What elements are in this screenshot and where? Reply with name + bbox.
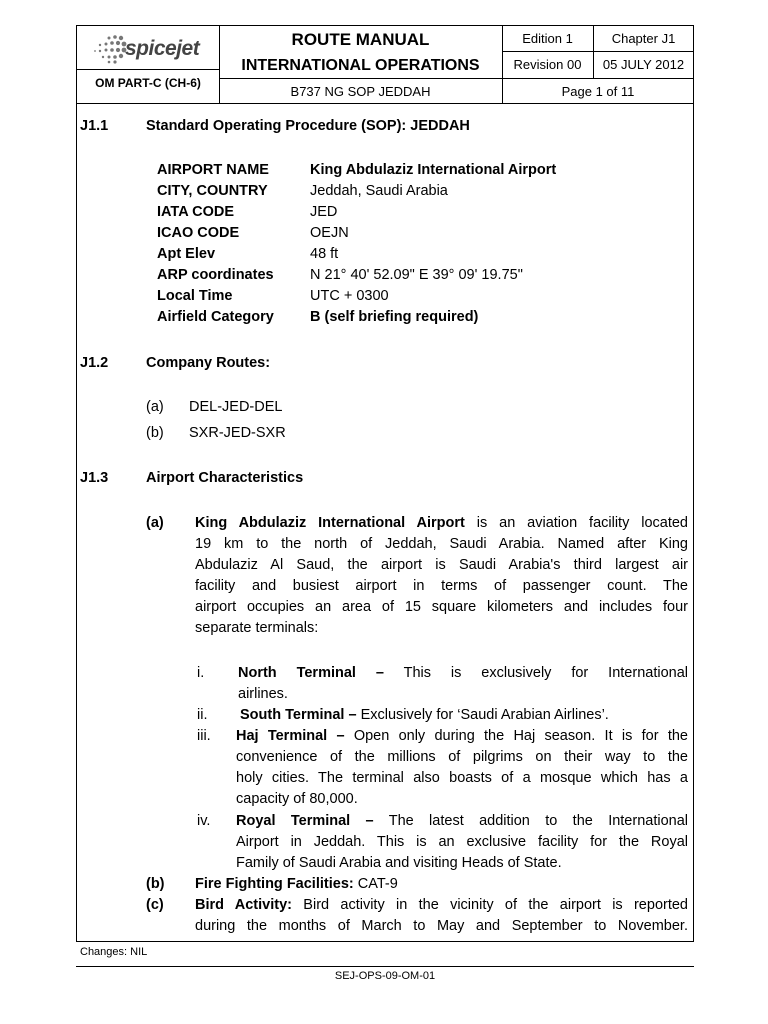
text-line: holy cities. The terminal also boasts of a mosque which has a <box>236 770 688 786</box>
text-line: Exclusively for ‘Saudi Arabian Airlines’. <box>356 707 609 723</box>
terminal-name: Royal Terminal – <box>236 813 374 829</box>
text-line: This is exclusively for International <box>383 665 688 681</box>
list-marker: (a) <box>146 399 164 415</box>
info-value: B (self briefing required) <box>310 309 479 325</box>
text-line: convenience of the millions of pilgrims on their way to the <box>236 749 688 765</box>
changes-note: Changes: NIL <box>80 946 148 958</box>
info-label: ARP coordinates <box>157 267 274 283</box>
text-line: Bird activity in the vicinity of the airport is reported <box>291 897 688 913</box>
info-value: OEJN <box>310 225 349 241</box>
date: 05 JULY 2012 <box>602 57 685 72</box>
text-line: separate terminals: <box>195 620 319 636</box>
text-line: is an aviation facility located <box>464 515 688 531</box>
terminal-south <box>240 705 688 726</box>
page-title: ROUTE MANUAL <box>291 29 430 49</box>
terminal-royal <box>236 811 688 874</box>
section-number: J1.1 <box>80 118 109 134</box>
terminal-name: Haj Terminal – <box>236 728 345 744</box>
list-marker: ii. <box>197 707 208 723</box>
om-part: OM PART-C (CH-6) <box>95 76 201 90</box>
edition: Edition 1 <box>522 31 573 46</box>
chapter: Chapter J1 <box>611 31 676 46</box>
info-label: ICAO CODE <box>157 225 240 241</box>
route-item: DEL-JED-DEL <box>189 399 283 415</box>
info-label: Airfield Category <box>157 309 274 325</box>
section-title: Airport Characteristics <box>146 470 304 486</box>
info-label: CITY, COUNTRY <box>157 183 268 199</box>
terminal-north <box>238 663 688 705</box>
fire-fighting-label: Fire Fighting Facilities: <box>195 876 354 892</box>
info-value: Jeddah, Saudi Arabia <box>310 183 448 199</box>
section-number: J1.3 <box>80 470 109 486</box>
bird-activity-label: Bird Activity: <box>195 897 292 913</box>
info-value: JED <box>310 204 338 220</box>
spicejet-logo <box>91 32 211 66</box>
list-marker: iii. <box>197 728 211 744</box>
info-label: Apt Elev <box>157 246 216 262</box>
text-line: The latest addition to the International <box>373 813 688 829</box>
terminal-name: North Terminal – <box>238 665 384 681</box>
paragraph-a <box>195 513 688 639</box>
list-marker: iv. <box>197 813 211 829</box>
text-line: Airport in Jeddah. This is an exclusive facility for the Royal <box>236 834 688 850</box>
route-item: SXR-JED-SXR <box>189 425 286 441</box>
text-line: Abdulaziz Al Saud, the airport is Saudi Arabia's third largest air <box>195 557 688 573</box>
list-marker: i. <box>197 665 205 681</box>
info-label: IATA CODE <box>157 204 235 220</box>
text-line: 19 km to the north of Jeddah, Saudi Arabia. Named after King <box>195 536 688 552</box>
text-line: capacity of 80,000. <box>236 791 358 807</box>
terminal-haj <box>236 726 688 810</box>
page-number: Page 1 of 11 <box>561 83 635 99</box>
page-subtitle: INTERNATIONAL OPERATIONS <box>241 56 480 74</box>
document-subject: B737 NG SOP JEDDAH <box>290 83 431 99</box>
document-id: SEJ-OPS-09-OM-01 <box>334 970 436 982</box>
section-title: Standard Operating Procedure (SOP): JEDDAH <box>146 118 470 134</box>
header-table <box>76 25 694 104</box>
section-title: Company Routes: <box>146 355 271 371</box>
info-value: 48 ft <box>310 246 339 262</box>
list-marker: (b) <box>146 425 164 441</box>
info-value: UTC + 0300 <box>310 288 389 304</box>
fire-fighting-value: CAT-9 <box>353 876 398 892</box>
fire-fighting <box>195 874 398 895</box>
text-line: facility and busiest airport in terms of passenger count. The <box>195 578 688 594</box>
info-label: AIRPORT NAME <box>157 162 269 178</box>
list-marker: (c) <box>146 897 164 913</box>
brand-name: spicejet <box>125 37 200 60</box>
list-marker: (a) <box>146 515 164 531</box>
bird-activity <box>195 895 688 937</box>
revision: Revision 00 <box>513 57 582 72</box>
text-line: during the months of March to May and September to November. <box>195 918 688 934</box>
airport-name: King Abdulaziz International Airport <box>195 515 465 531</box>
terminal-name: South Terminal – <box>240 707 357 723</box>
section-number: J1.2 <box>80 355 109 371</box>
text-line: airlines. <box>238 686 288 702</box>
text-line: Family of Saudi Arabia and visiting Heads of State. <box>236 855 562 871</box>
footer-rule <box>76 966 694 967</box>
info-value: N 21° 40' 52.09" E 39° 09' 19.75" <box>310 267 523 283</box>
info-label: Local Time <box>157 288 233 304</box>
info-value: King Abdulaziz International Airport <box>310 162 557 178</box>
text-line: Open only during the Haj season. It is for the <box>344 728 688 744</box>
list-marker: (b) <box>146 876 165 892</box>
text-line: airport occupies an area of 15 square kilometers and includes four <box>195 599 688 615</box>
